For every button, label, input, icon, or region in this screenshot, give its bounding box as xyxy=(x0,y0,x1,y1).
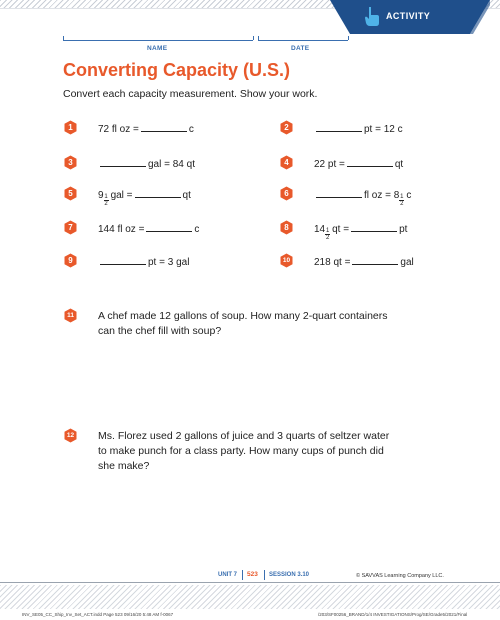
answer-blank[interactable] xyxy=(316,122,362,132)
problem-given: 144 fl oz = xyxy=(98,224,145,235)
problem-number-badge xyxy=(63,186,78,201)
problem-number: 2 xyxy=(284,123,289,132)
problem-2 xyxy=(314,122,403,135)
problem-unit: c xyxy=(406,190,412,201)
problem-unit: gal xyxy=(400,257,414,268)
problem-unit: pt xyxy=(399,224,408,235)
banner-label: ACTIVITY xyxy=(386,11,431,21)
fraction xyxy=(325,228,330,241)
problem-number-badge xyxy=(279,120,294,135)
directions: Convert each capacity measurement. Show your work. xyxy=(63,88,318,100)
footer-separator xyxy=(264,570,265,580)
problem-number-badge xyxy=(63,120,78,135)
name-line xyxy=(63,40,253,41)
problem-10 xyxy=(314,255,414,268)
problem-unit: c xyxy=(194,224,200,235)
date-label: DATE xyxy=(291,45,310,52)
problem-6 xyxy=(314,188,411,207)
problem-number-badge xyxy=(63,220,78,235)
answer-blank[interactable] xyxy=(316,188,362,198)
page-title: Converting Capacity (U.S.) xyxy=(63,60,291,80)
fraction-denominator: 2 xyxy=(104,201,108,207)
answer-blank[interactable] xyxy=(100,157,146,167)
problem-number-badge xyxy=(63,253,78,268)
problem-number: 5 xyxy=(68,189,73,198)
answer-blank[interactable] xyxy=(135,188,181,198)
problem-unit: qt xyxy=(182,190,191,201)
problem-unit: gal = 84 qt xyxy=(148,159,195,170)
problem-number-badge xyxy=(63,308,78,323)
problem-number-badge xyxy=(279,253,294,268)
problem-number-badge xyxy=(63,428,78,443)
date-line xyxy=(258,40,348,41)
problem-9 xyxy=(98,255,189,268)
problem-number: 3 xyxy=(68,158,73,167)
problem-given: 72 fl oz = xyxy=(98,124,139,135)
word-problem-12: Ms. Florez used 2 gallons of juice and 3 quarts of seltzer water to make punch for a class party. How many cups of punch did she make? xyxy=(98,430,390,472)
problem-number: 7 xyxy=(68,223,73,232)
problem-8 xyxy=(314,222,407,241)
problem-number-badge xyxy=(63,155,78,170)
answer-blank[interactable] xyxy=(141,122,187,132)
mixed-whole: 14 xyxy=(314,224,326,235)
date-line-tick xyxy=(348,36,349,40)
problem-number: 1 xyxy=(68,123,73,132)
fraction-numerator: 1 xyxy=(104,194,108,200)
problem-unit: fl oz = 8 xyxy=(364,190,400,201)
footer-unit: UNIT 7 xyxy=(218,572,238,578)
mixed-whole: 9 xyxy=(98,190,104,201)
fraction-numerator: 1 xyxy=(400,194,404,200)
problem-1 xyxy=(98,122,194,135)
problem-5 xyxy=(98,188,191,207)
footer-session: SESSION 3.10 xyxy=(269,572,310,578)
problem-given: 218 qt = xyxy=(314,257,351,268)
fraction-denominator: 2 xyxy=(325,235,330,241)
problem-given: gal = xyxy=(110,190,133,201)
problem-number-badge xyxy=(279,155,294,170)
problem-number: 9 xyxy=(68,256,73,265)
print-slug-left: INV_SE05_CC_Ship_Inv_Set_ACT.indd Page 523 09/16/20 5:48 AM f-0067 xyxy=(22,612,174,617)
problem-4 xyxy=(314,157,403,170)
answer-blank[interactable] xyxy=(351,222,397,232)
activity-banner xyxy=(330,0,490,34)
date-line-tick xyxy=(258,36,259,40)
problem-number: 10 xyxy=(282,257,291,264)
problem-unit: pt = 12 c xyxy=(364,124,403,135)
name-line-tick xyxy=(253,36,254,40)
fraction xyxy=(399,194,404,207)
footer-separator xyxy=(242,570,243,580)
problem-number: 12 xyxy=(66,432,75,439)
name-line-tick xyxy=(63,36,64,40)
print-slug-right: /203/SF00256_BRAND/1/4 INVESTIGATIONS/Prog/SE/Grade5/2021/Final xyxy=(318,612,468,617)
fraction-denominator: 2 xyxy=(400,201,404,207)
answer-blank[interactable] xyxy=(146,222,192,232)
footer-page-number: 523 xyxy=(247,571,258,578)
word-problem-11: A chef made 12 gallons of soup. How many 2-quart containers can the chef fill with soup? xyxy=(98,310,388,337)
answer-blank[interactable] xyxy=(347,157,393,167)
problem-number: 8 xyxy=(284,223,289,232)
answer-blank[interactable] xyxy=(100,255,146,265)
problem-number: 6 xyxy=(284,189,289,198)
problem-number: 11 xyxy=(67,312,74,319)
bottom-hatch-band xyxy=(0,585,500,609)
problem-unit: qt xyxy=(394,159,404,170)
problem-unit: pt = 3 gal xyxy=(148,257,190,268)
pointing-hand-icon xyxy=(363,5,381,27)
footer-divider xyxy=(0,582,500,583)
fraction xyxy=(104,194,109,207)
problem-number-badge xyxy=(279,186,294,201)
answer-blank[interactable] xyxy=(352,255,398,265)
problem-given: 22 pt = xyxy=(314,159,345,170)
problem-7 xyxy=(98,222,199,235)
fraction-numerator: 1 xyxy=(325,228,330,234)
problem-given: qt = xyxy=(332,224,350,235)
problem-unit: c xyxy=(188,124,194,135)
name-label: NAME xyxy=(147,45,168,52)
footer-copyright: © SAVVAS Learning Company LLC. xyxy=(356,573,444,579)
problem-number-badge xyxy=(279,220,294,235)
problem-number: 4 xyxy=(284,158,289,167)
problem-3 xyxy=(98,157,195,170)
